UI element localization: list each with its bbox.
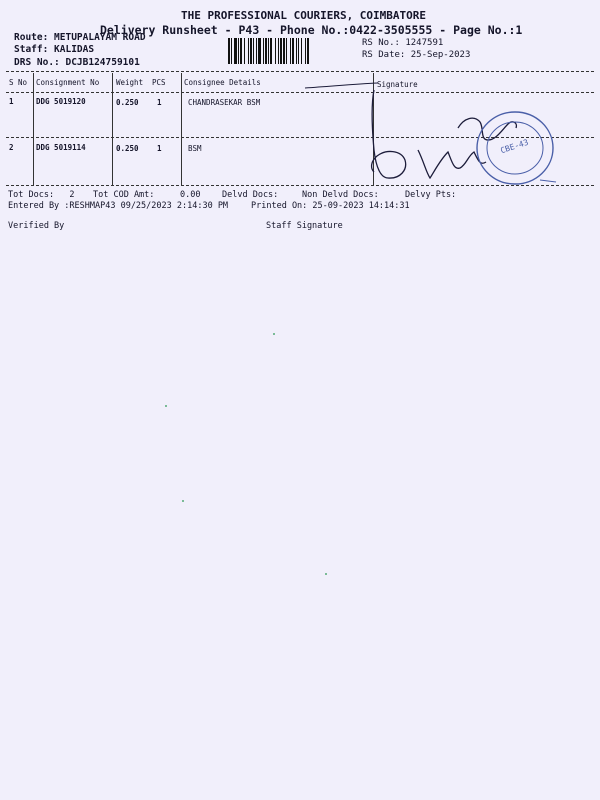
delivery-points: Delvy Pts: <box>405 190 457 200</box>
total-docs: Tot Docs: 2 <box>8 190 75 200</box>
col-header-consignee: Consignee Details <box>184 78 261 87</box>
row-2-consignment: DDG 5019114 <box>36 143 86 152</box>
company-title: THE PROFESSIONAL COURIERS, COIMBATORE <box>181 9 427 22</box>
row-2-sno: 2 <box>9 143 14 152</box>
scan-speck <box>165 405 167 407</box>
row-1-sno: 1 <box>9 97 14 106</box>
route-label: Route: METUPALAYAM ROAD <box>14 32 146 43</box>
row-1-weight: 0.250 <box>116 98 139 107</box>
delivered-docs: Delvd Docs: <box>222 190 279 200</box>
row-1-pcs: 1 <box>157 98 162 107</box>
drs-number: DRS No.: DCJB124759101 <box>14 57 140 68</box>
entered-by: Entered By :RESHMAP43 09/25/2023 2:14:30 PM <box>8 201 229 211</box>
col-header-pcs: PCS <box>152 78 166 87</box>
runsheet-subtitle: Delivery Runsheet - P43 - Phone No.:0422-3505555 - Page No.:1 <box>100 23 523 37</box>
handwritten-signature <box>0 0 600 200</box>
scan-speck <box>273 333 275 335</box>
col-header-consignment: Consignment No <box>36 78 100 87</box>
row-2-weight: 0.250 <box>116 144 139 153</box>
row-1-consignee: CHANDRASEKAR BSM <box>188 98 261 107</box>
printed-on: Printed On: 25-09-2023 14:14:31 <box>251 201 410 211</box>
staff-label: Staff: KALIDAS <box>14 44 95 55</box>
col-header-sno: S No <box>9 78 28 87</box>
scan-speck <box>182 500 184 502</box>
non-delivered-docs: Non Delvd Docs: <box>302 190 379 200</box>
row-2-consignee: BSM <box>188 144 202 153</box>
col-header-signature: Signature <box>377 80 418 89</box>
scan-speck <box>325 573 327 575</box>
stamp-code: CBE-43 <box>499 137 530 156</box>
staff-signature-label: Staff Signature <box>266 221 343 231</box>
row-1-consignment: DDG 5019120 <box>36 97 86 106</box>
rs-date: RS Date: 25-Sep-2023 <box>362 50 471 60</box>
row-2-pcs: 1 <box>157 144 162 153</box>
rs-number: RS No.: 1247591 <box>362 38 444 48</box>
total-cod-amount: Tot COD Amt: 0.00 <box>93 190 201 200</box>
verified-by-label: Verified By <box>8 221 65 231</box>
col-header-weight: Weight <box>116 78 144 87</box>
